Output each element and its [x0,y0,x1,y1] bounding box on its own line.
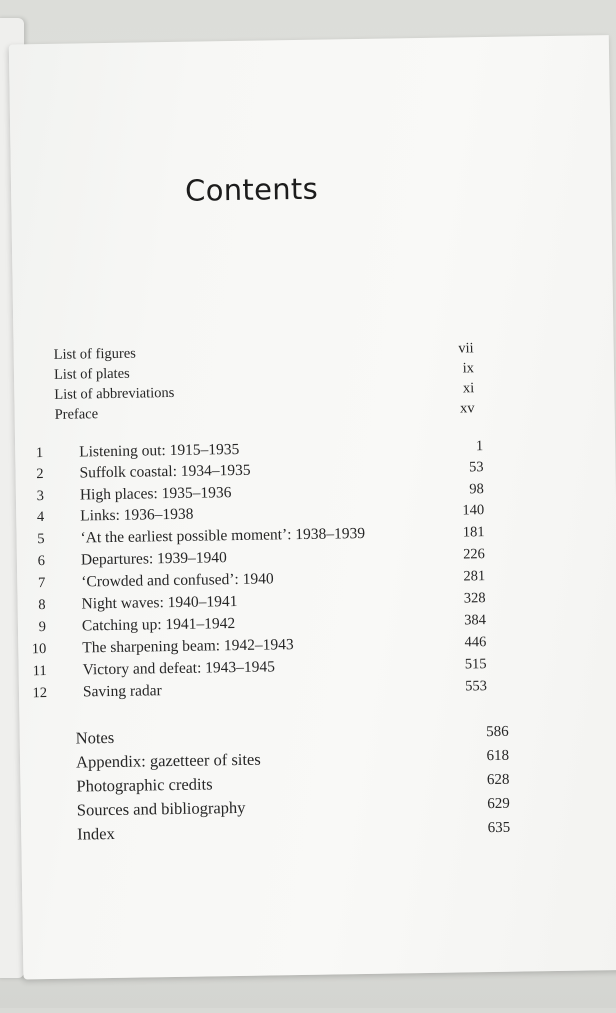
chapter-page: 1 [475,438,484,455]
toc-entry-page: 635 [487,819,511,837]
chapter-title: Night waves: 1940–1941 [81,592,238,613]
chapter-page: 53 [468,459,484,476]
toc-entry-title: List of plates [53,365,130,383]
chapter-number: 9 [38,619,47,636]
toc-entry-title: Appendix: gazetteer of sites [75,749,261,772]
chapter-title: High places: 1935–1936 [79,484,232,504]
toc-entry-title: Notes [75,727,115,748]
chapter-page: 384 [464,612,487,629]
chapter-number: 4 [36,509,45,526]
chapter-number: 10 [31,641,47,658]
toc-entry-page: 586 [486,723,509,741]
toc-entry-page: 618 [486,747,510,765]
chapter-number: 11 [32,663,47,680]
chapter-page: 98 [469,481,484,498]
chapter-title: The sharpening beam: 1942–1943 [82,636,294,657]
chapter-page: 328 [463,590,486,607]
toc-entry-title: Photographic credits [76,774,213,796]
chapter-title: ‘Crowded and confused’: 1940 [81,570,274,591]
toc-entry-title: List of figures [53,345,136,363]
chapter-number: 2 [36,466,44,483]
toc-entry-title: Sources and bibliography [76,797,246,820]
toc-entry-page: 629 [487,795,510,813]
chapter-title: Saving radar [82,682,162,701]
page-title: Contents [184,171,319,208]
chapter-number: 5 [37,531,45,548]
chapter-title: Links: 1936–1938 [80,505,194,525]
toc-entry-title: List of abbreviations [54,384,175,403]
chapter-title: Suffolk coastal: 1934–1935 [79,461,251,482]
toc-entry-page: 628 [486,771,510,789]
chapter-title: Victory and defeat: 1943–1945 [82,658,276,679]
toc-entry-page: ix [462,360,475,377]
chapter-number: 1 [35,445,44,462]
toc-entry-title: Preface [54,406,99,423]
chapter-title: Catching up: 1941–1942 [81,615,236,635]
chapter-page: 181 [462,524,485,541]
chapter-title: Departures: 1939–1940 [80,549,227,569]
chapter-number: 12 [32,684,48,702]
chapter-number: 7 [37,575,46,592]
chapter-title: Listening out: 1915–1935 [79,440,240,461]
toc-entry-page: xv [459,400,475,417]
chapter-title: ‘At the earliest possible moment’: 1938–1939 [80,524,366,547]
chapter-page: 226 [462,546,485,563]
toc-entry-page: vii [458,340,474,357]
chapter-number: 6 [37,553,46,570]
toc-entry-title: Index [77,823,115,844]
chapter-page: 281 [463,568,486,585]
chapter-page: 515 [464,656,487,673]
chapter-page: 446 [464,634,487,651]
chapter-number: 3 [36,488,45,505]
chapter-page: 140 [462,502,485,519]
chapter-page: 553 [465,678,488,695]
chapter-number: 8 [38,597,46,614]
toc-entry-page: xi [462,380,475,397]
